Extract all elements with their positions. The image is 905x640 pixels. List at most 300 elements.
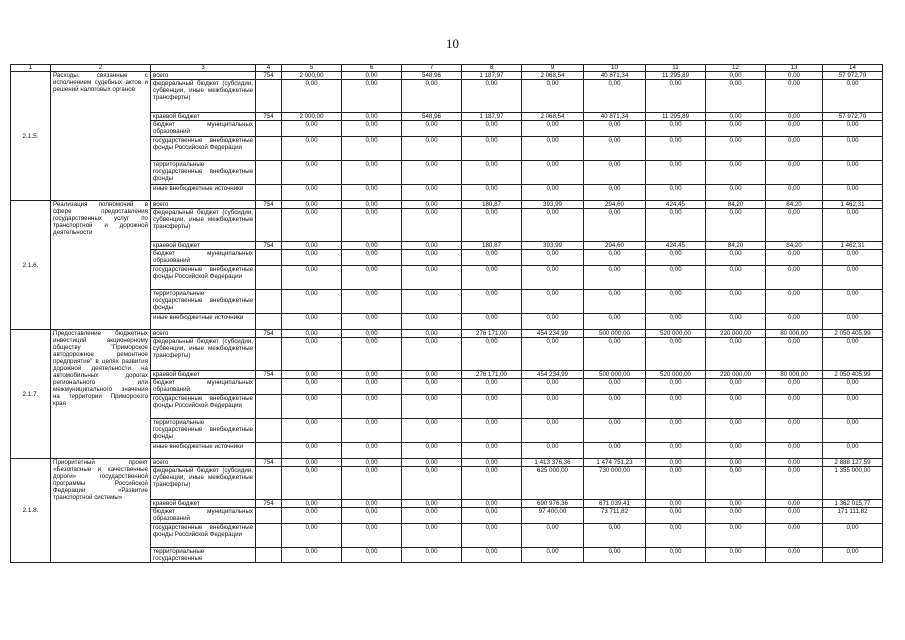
amount-cell: 0,00 xyxy=(584,250,646,266)
amount-cell: 2 888 127,59 xyxy=(823,459,883,467)
amount-cell: 0,00 xyxy=(462,524,522,548)
amount-cell: 0,00 xyxy=(823,524,883,548)
amount-cell: 180,87 xyxy=(462,242,522,250)
amount-cell: 0,00 xyxy=(462,379,522,395)
amount-cell: 2 050 405,99 xyxy=(823,371,883,379)
amount-cell: 454 234,99 xyxy=(522,330,584,338)
amount-cell: 0,00 xyxy=(706,500,766,508)
amount-cell: 0,00 xyxy=(402,330,462,338)
amount-cell: 0,00 xyxy=(462,395,522,419)
amount-cell: 0,00 xyxy=(766,250,823,266)
amount-cell: 0,00 xyxy=(823,548,883,563)
amount-cell: 0,00 xyxy=(766,290,823,314)
amount-cell: 0,00 xyxy=(706,209,766,242)
amount-cell: 0,00 xyxy=(646,137,706,161)
amount-cell: 0,00 xyxy=(342,185,402,201)
budget-code xyxy=(256,314,282,330)
item-code: 2.1.8. xyxy=(11,459,51,563)
amount-cell: 0,00 xyxy=(342,419,402,443)
amount-cell: 0,00 xyxy=(584,524,646,548)
funding-source: федеральный бюджет (субсидии, субвенции, иные межбюджетные трансферты) xyxy=(151,209,256,242)
amount-cell: 0,00 xyxy=(282,201,342,209)
amount-cell: 0,00 xyxy=(342,242,402,250)
column-number: 13 xyxy=(766,65,823,72)
item-code: 2.1.7. xyxy=(11,330,51,459)
amount-cell: 0,00 xyxy=(342,250,402,266)
table-row xyxy=(11,72,883,80)
amount-cell: 40 871,34 xyxy=(584,113,646,121)
amount-cell: 0,00 xyxy=(462,137,522,161)
column-number: 1 xyxy=(11,65,51,72)
amount-cell: 0,00 xyxy=(646,508,706,524)
amount-cell: 0,00 xyxy=(766,137,823,161)
amount-cell: 0,00 xyxy=(282,250,342,266)
item-name: Предоставление бюджетных инвестиций акционерному обществу "Приморское автодорожное ремонтное предприятие" в целях развития дорожной деятельности на автомобильных дорогах регионального или межмуниципального значения на территории Приморского края xyxy=(51,330,151,459)
amount-cell: 0,00 xyxy=(646,161,706,185)
amount-cell: 220 000,00 xyxy=(706,330,766,338)
amount-cell: 0,00 xyxy=(766,80,823,113)
amount-cell: 0,00 xyxy=(522,161,584,185)
amount-cell: 671 039,41 xyxy=(584,500,646,508)
amount-cell: 0,00 xyxy=(823,266,883,290)
amount-cell: 0,00 xyxy=(823,314,883,330)
amount-cell: 0,00 xyxy=(342,379,402,395)
amount-cell: 0,00 xyxy=(282,508,342,524)
budget-code xyxy=(256,419,282,443)
amount-cell: 0,00 xyxy=(342,80,402,113)
amount-cell: 0,00 xyxy=(766,548,823,563)
amount-cell: 0,00 xyxy=(342,201,402,209)
amount-cell: 500 000,00 xyxy=(584,371,646,379)
amount-cell: 393,99 xyxy=(522,242,584,250)
amount-cell: 0,00 xyxy=(342,548,402,563)
table-row xyxy=(11,201,883,209)
amount-cell: 0,00 xyxy=(282,338,342,371)
amount-cell: 84,20 xyxy=(766,242,823,250)
amount-cell: 0,00 xyxy=(823,338,883,371)
amount-cell: 0,00 xyxy=(522,137,584,161)
amount-cell: 0,00 xyxy=(646,314,706,330)
amount-cell: 220 000,00 xyxy=(706,371,766,379)
amount-cell: 0,00 xyxy=(462,419,522,443)
amount-cell: 0,00 xyxy=(584,137,646,161)
amount-cell: 2 068,54 xyxy=(522,72,584,80)
amount-cell: 0,00 xyxy=(402,242,462,250)
amount-cell: 0,00 xyxy=(584,338,646,371)
amount-cell: 1 187,97 xyxy=(462,72,522,80)
amount-cell: 0,00 xyxy=(282,524,342,548)
column-number: 8 xyxy=(462,65,522,72)
amount-cell: 0,00 xyxy=(342,121,402,137)
amount-cell: 0,00 xyxy=(522,419,584,443)
amount-cell: 180,87 xyxy=(462,201,522,209)
amount-cell: 0,00 xyxy=(766,266,823,290)
amount-cell: 0,00 xyxy=(646,185,706,201)
amount-cell: 0,00 xyxy=(522,80,584,113)
amount-cell: 1 413 376,36 xyxy=(522,459,584,467)
amount-cell: 0,00 xyxy=(462,459,522,467)
budget-code xyxy=(256,137,282,161)
amount-cell: 0,00 xyxy=(706,467,766,500)
budget-code xyxy=(256,250,282,266)
amount-cell: 0,00 xyxy=(342,209,402,242)
amount-cell: 0,00 xyxy=(402,121,462,137)
amount-cell: 0,00 xyxy=(282,314,342,330)
column-number: 12 xyxy=(706,65,766,72)
amount-cell: 0,00 xyxy=(766,185,823,201)
amount-cell: 0,00 xyxy=(766,443,823,459)
column-number: 3 xyxy=(151,65,256,72)
item-name: Расходы, связанные с исполнением судебных актов и решений налоговых органов xyxy=(51,72,151,201)
funding-source: государственные внебюджетные фонды Российской Федерации xyxy=(151,395,256,419)
amount-cell: 0,00 xyxy=(584,80,646,113)
page-number: 10 xyxy=(446,36,459,51)
amount-cell: 0,00 xyxy=(766,121,823,137)
amount-cell: 0,00 xyxy=(646,459,706,467)
amount-cell: 276 171,00 xyxy=(462,330,522,338)
amount-cell: 0,00 xyxy=(706,419,766,443)
funding-source: всего xyxy=(151,201,256,209)
amount-cell: 0,00 xyxy=(646,338,706,371)
amount-cell: 0,00 xyxy=(706,314,766,330)
amount-cell: 294,60 xyxy=(584,242,646,250)
funding-source: территориальные государственные xyxy=(151,548,256,563)
budget-code: 754 xyxy=(256,500,282,508)
budget-code: 754 xyxy=(256,113,282,121)
amount-cell: 0,00 xyxy=(584,209,646,242)
budget-code: 754 xyxy=(256,201,282,209)
amount-cell: 625 000,00 xyxy=(522,467,584,500)
column-number: 2 xyxy=(51,65,151,72)
amount-cell: 0,00 xyxy=(462,80,522,113)
amount-cell: 0,00 xyxy=(823,419,883,443)
amount-cell: 0,00 xyxy=(402,338,462,371)
amount-cell: 454 234,99 xyxy=(522,371,584,379)
amount-cell: 0,00 xyxy=(402,459,462,467)
amount-cell: 0,00 xyxy=(402,524,462,548)
amount-cell: 0,00 xyxy=(584,266,646,290)
amount-cell: 0,00 xyxy=(522,443,584,459)
budget-code: 754 xyxy=(256,330,282,338)
amount-cell: 0,00 xyxy=(646,467,706,500)
amount-cell: 0,00 xyxy=(282,395,342,419)
amount-cell: 1 474 751,23 xyxy=(584,459,646,467)
amount-cell: 500 000,00 xyxy=(584,330,646,338)
amount-cell: 0,00 xyxy=(282,209,342,242)
amount-cell: 0,00 xyxy=(584,161,646,185)
amount-cell: 0,00 xyxy=(282,419,342,443)
column-number: 7 xyxy=(402,65,462,72)
amount-cell: 0,00 xyxy=(584,290,646,314)
funding-source: всего xyxy=(151,72,256,80)
amount-cell: 84,20 xyxy=(766,201,823,209)
amount-cell: 0,00 xyxy=(342,443,402,459)
column-number: 10 xyxy=(584,65,646,72)
amount-cell: 0,00 xyxy=(402,395,462,419)
amount-cell: 0,00 xyxy=(462,314,522,330)
amount-cell: 0,00 xyxy=(706,443,766,459)
budget-code xyxy=(256,338,282,371)
amount-cell: 40 871,34 xyxy=(584,72,646,80)
amount-cell: 0,00 xyxy=(646,266,706,290)
amount-cell: 0,00 xyxy=(766,524,823,548)
funding-source: бюджет муниципальных образований xyxy=(151,121,256,137)
amount-cell: 690 976,36 xyxy=(522,500,584,508)
amount-cell: 0,00 xyxy=(646,548,706,563)
amount-cell: 57 972,70 xyxy=(823,72,883,80)
budget-code xyxy=(256,467,282,500)
amount-cell: 0,00 xyxy=(646,443,706,459)
column-number: 4 xyxy=(256,65,282,72)
budget-code xyxy=(256,290,282,314)
amount-cell: 0,00 xyxy=(766,314,823,330)
amount-cell: 0,00 xyxy=(282,548,342,563)
amount-cell: 0,00 xyxy=(766,500,823,508)
funding-source: краевой бюджет xyxy=(151,371,256,379)
amount-cell: 0,00 xyxy=(706,72,766,80)
amount-cell: 0,00 xyxy=(766,508,823,524)
budget-code xyxy=(256,121,282,137)
amount-cell: 11 295,89 xyxy=(646,72,706,80)
amount-cell: 0,00 xyxy=(706,524,766,548)
amount-cell: 0,00 xyxy=(584,185,646,201)
amount-cell: 0,00 xyxy=(706,161,766,185)
amount-cell: 0,00 xyxy=(522,185,584,201)
amount-cell: 0,00 xyxy=(584,379,646,395)
amount-cell: 73 711,82 xyxy=(584,508,646,524)
amount-cell: 0,00 xyxy=(584,314,646,330)
amount-cell: 1 362 015,77 xyxy=(823,500,883,508)
amount-cell: 0,00 xyxy=(766,459,823,467)
amount-cell: 0,00 xyxy=(282,290,342,314)
item-code: 2.1.6. xyxy=(11,201,51,330)
amount-cell: 0,00 xyxy=(462,290,522,314)
amount-cell: 0,00 xyxy=(706,137,766,161)
amount-cell: 0,00 xyxy=(584,419,646,443)
amount-cell: 57 972,70 xyxy=(823,113,883,121)
amount-cell: 0,00 xyxy=(282,467,342,500)
amount-cell: 0,00 xyxy=(646,379,706,395)
amount-cell: 0,00 xyxy=(522,250,584,266)
amount-cell: 0,00 xyxy=(402,290,462,314)
funding-source: бюджет муниципальных образований xyxy=(151,250,256,266)
funding-source: бюджет муниципальных образований xyxy=(151,379,256,395)
amount-cell: 0,00 xyxy=(706,395,766,419)
amount-cell: 0,00 xyxy=(342,161,402,185)
amount-cell: 0,00 xyxy=(823,250,883,266)
amount-cell: 0,00 xyxy=(342,290,402,314)
amount-cell: 730 000,00 xyxy=(584,467,646,500)
amount-cell: 0,00 xyxy=(646,290,706,314)
amount-cell: 0,00 xyxy=(584,548,646,563)
amount-cell: 0,00 xyxy=(402,201,462,209)
amount-cell: 424,45 xyxy=(646,201,706,209)
column-number: 14 xyxy=(823,65,883,72)
funding-source: всего xyxy=(151,330,256,338)
budget-code: 754 xyxy=(256,371,282,379)
funding-source: федеральный бюджет (субсидии, субвенции, иные межбюджетные трансферты) xyxy=(151,338,256,371)
amount-cell: 0,00 xyxy=(766,72,823,80)
amount-cell: 1 355 000,00 xyxy=(823,467,883,500)
amount-cell: 0,00 xyxy=(706,459,766,467)
amount-cell: 0,00 xyxy=(823,161,883,185)
amount-cell: 84,20 xyxy=(706,242,766,250)
amount-cell: 0,00 xyxy=(342,467,402,500)
budget-code: 754 xyxy=(256,72,282,80)
amount-cell: 0,00 xyxy=(402,137,462,161)
amount-cell: 424,45 xyxy=(646,242,706,250)
amount-cell: 0,00 xyxy=(342,330,402,338)
amount-cell: 0,00 xyxy=(462,185,522,201)
amount-cell: 0,00 xyxy=(646,121,706,137)
column-number: 11 xyxy=(646,65,706,72)
amount-cell: 276 171,00 xyxy=(462,371,522,379)
amount-cell: 0,00 xyxy=(522,548,584,563)
amount-cell: 0,00 xyxy=(402,548,462,563)
amount-cell: 0,00 xyxy=(462,548,522,563)
amount-cell: 0,00 xyxy=(522,290,584,314)
amount-cell: 0,00 xyxy=(462,508,522,524)
amount-cell: 0,00 xyxy=(402,185,462,201)
table-row xyxy=(11,330,883,338)
budget-code xyxy=(256,395,282,419)
amount-cell: 0,00 xyxy=(522,209,584,242)
budget-code: 754 xyxy=(256,459,282,467)
amount-cell: 0,00 xyxy=(766,379,823,395)
amount-cell: 0,00 xyxy=(402,419,462,443)
funding-source: территориальные государственные внебюджетные фонды xyxy=(151,161,256,185)
amount-cell: 0,00 xyxy=(646,395,706,419)
amount-cell: 0,00 xyxy=(522,395,584,419)
amount-cell: 0,00 xyxy=(823,443,883,459)
amount-cell: 0,00 xyxy=(402,80,462,113)
funding-source: территориальные государственные внебюджетные фонды xyxy=(151,290,256,314)
amount-cell: 0,00 xyxy=(402,443,462,459)
amount-cell: 0,00 xyxy=(522,266,584,290)
amount-cell: 0,00 xyxy=(706,379,766,395)
amount-cell: 0,00 xyxy=(282,80,342,113)
amount-cell: 0,00 xyxy=(402,508,462,524)
amount-cell: 0,00 xyxy=(766,161,823,185)
amount-cell: 0,00 xyxy=(646,500,706,508)
funding-source: федеральный бюджет (субсидии, субвенции, иные межбюджетные трансферты) xyxy=(151,80,256,113)
amount-cell: 0,00 xyxy=(522,121,584,137)
funding-source: государственные внебюджетные фонды Российской Федерации xyxy=(151,266,256,290)
amount-cell: 0,00 xyxy=(706,185,766,201)
funding-source: краевой бюджет xyxy=(151,500,256,508)
amount-cell: 0,00 xyxy=(706,290,766,314)
amount-cell: 548,96 xyxy=(402,113,462,121)
amount-cell: 2 000,00 xyxy=(282,72,342,80)
funding-source: государственные внебюджетные фонды Российской Федерации xyxy=(151,524,256,548)
amount-cell: 0,00 xyxy=(766,419,823,443)
amount-cell: 0,00 xyxy=(402,379,462,395)
table-row xyxy=(11,459,883,467)
amount-cell: 0,00 xyxy=(282,330,342,338)
amount-cell: 0,00 xyxy=(766,209,823,242)
amount-cell: 0,00 xyxy=(706,121,766,137)
funding-source: всего xyxy=(151,459,256,467)
funding-source: государственные внебюджетные фонды Российской Федерации xyxy=(151,137,256,161)
budget-code xyxy=(256,508,282,524)
amount-cell: 0,00 xyxy=(282,500,342,508)
item-name: Приоритетный проект «Безопасные и качественные дороги» государственной программы Российской Федерации «Развитие транспортной системы» xyxy=(51,459,151,563)
budget-code xyxy=(256,185,282,201)
amount-cell: 0,00 xyxy=(282,379,342,395)
amount-cell: 171 111,82 xyxy=(823,508,883,524)
amount-cell: 0,00 xyxy=(522,524,584,548)
amount-cell: 520 000,00 xyxy=(646,371,706,379)
budget-code xyxy=(256,548,282,563)
item-code: 2.1.5. xyxy=(11,72,51,201)
budget-table xyxy=(10,64,883,563)
amount-cell: 0,00 xyxy=(823,185,883,201)
amount-cell: 0,00 xyxy=(402,314,462,330)
funding-source: территориальные государственные внебюджетные фонды xyxy=(151,419,256,443)
amount-cell: 0,00 xyxy=(462,443,522,459)
amount-cell: 0,00 xyxy=(706,113,766,121)
funding-source: иные внебюджетные источники xyxy=(151,443,256,459)
amount-cell: 0,00 xyxy=(766,467,823,500)
amount-cell: 0,00 xyxy=(342,508,402,524)
amount-cell: 520 000,00 xyxy=(646,330,706,338)
amount-cell: 0,00 xyxy=(342,266,402,290)
amount-cell: 0,00 xyxy=(646,209,706,242)
amount-cell: 0,00 xyxy=(584,443,646,459)
amount-cell: 0,00 xyxy=(706,508,766,524)
funding-source: иные внебюджетные источники xyxy=(151,314,256,330)
amount-cell: 0,00 xyxy=(282,266,342,290)
amount-cell: 0,00 xyxy=(282,185,342,201)
amount-cell: 548,96 xyxy=(402,72,462,80)
amount-cell: 2 000,00 xyxy=(282,113,342,121)
amount-cell: 2 068,54 xyxy=(522,113,584,121)
amount-cell: 0,00 xyxy=(766,113,823,121)
amount-cell: 0,00 xyxy=(342,500,402,508)
funding-source: федеральный бюджет (субсидии, субвенции, иные межбюджетные трансферты) xyxy=(151,467,256,500)
amount-cell: 0,00 xyxy=(584,395,646,419)
amount-cell: 0,00 xyxy=(342,137,402,161)
amount-cell: 0,00 xyxy=(522,379,584,395)
amount-cell: 0,00 xyxy=(823,209,883,242)
amount-cell: 0,00 xyxy=(342,314,402,330)
amount-cell: 0,00 xyxy=(766,338,823,371)
amount-cell: 1 187,97 xyxy=(462,113,522,121)
amount-cell: 0,00 xyxy=(766,395,823,419)
amount-cell: 0,00 xyxy=(342,338,402,371)
amount-cell: 0,00 xyxy=(342,395,402,419)
amount-cell: 0,00 xyxy=(402,209,462,242)
amount-cell: 0,00 xyxy=(342,459,402,467)
amount-cell: 0,00 xyxy=(646,524,706,548)
amount-cell: 0,00 xyxy=(462,500,522,508)
budget-code xyxy=(256,443,282,459)
amount-cell: 0,00 xyxy=(402,266,462,290)
amount-cell: 0,00 xyxy=(706,548,766,563)
amount-cell: 2 050 405,99 xyxy=(823,330,883,338)
amount-cell: 0,00 xyxy=(522,338,584,371)
amount-cell: 0,00 xyxy=(282,161,342,185)
amount-cell: 0,00 xyxy=(646,419,706,443)
amount-cell: 97 400,00 xyxy=(522,508,584,524)
budget-code xyxy=(256,161,282,185)
amount-cell: 0,00 xyxy=(402,500,462,508)
amount-cell: 0,00 xyxy=(646,80,706,113)
amount-cell: 80 000,00 xyxy=(766,330,823,338)
funding-source: краевой бюджет xyxy=(151,113,256,121)
amount-cell: 294,60 xyxy=(584,201,646,209)
budget-code xyxy=(256,524,282,548)
